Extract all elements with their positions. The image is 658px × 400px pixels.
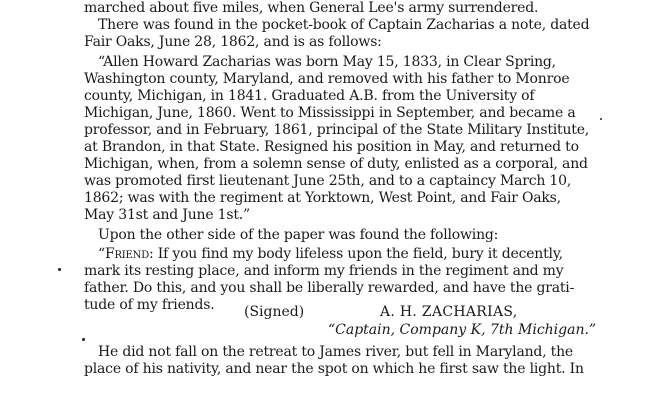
- signer-name: A. H. ZACHARIAS,: [380, 304, 518, 320]
- quote-line-5: professor, and in February, 1861, principal of the State Military Institute,: [84, 122, 590, 138]
- friend-line-4: tude of my friends.: [84, 297, 215, 313]
- text-line-1: marched about five miles, when General Lee's army surrendered.: [84, 0, 539, 16]
- friend-line-3: father. Do this, and you shall be liberally rewarded, and have the grati-: [84, 280, 575, 296]
- speck-mark: [600, 118, 602, 120]
- friend-line-2: mark its resting place, and inform my friends in the regiment and my: [84, 263, 564, 279]
- quote-line-6: at Brandon, in that State. Resigned his position in May, and returned to: [84, 139, 579, 155]
- closing-line-1: He did not fall on the retreat to James river, but fell in Maryland, the: [98, 344, 573, 360]
- friend-salutation: “Friend:: [98, 246, 154, 262]
- signed-label: (Signed): [244, 304, 305, 320]
- closing-line-2: place of his nativity, and near the spot on which he first saw the light. In: [84, 361, 584, 377]
- speck-mark: [58, 268, 61, 271]
- quote-line-8: was promoted first lieutenant June 25th, and to a captaincy March 10,: [84, 173, 572, 189]
- friend-line-1: [98, 246, 563, 262]
- text-line-other-side: Upon the other side of the paper was found the following:: [98, 227, 499, 243]
- text-line-3: Fair Oaks, June 28, 1862, and is as follows:: [84, 34, 382, 50]
- text-line-2: There was found in the pocket-book of Captain Zacharias a note, dated: [98, 17, 590, 33]
- speck-mark: [82, 338, 85, 341]
- quote-line-4: Michigan, June, 1860. Went to Mississippi in September, and became a: [84, 105, 576, 121]
- quote-line-2: Washington county, Maryland, and removed with his father to Monroe: [84, 71, 570, 87]
- quote-line-9: 1862; was with the regiment at Yorktown, West Point, and Fair Oaks,: [84, 190, 561, 206]
- quote-line-3: county, Michigan, in 1841. Graduated A.B. from the University of: [84, 88, 535, 104]
- friend-line-1-rest: If you find my body lifeless upon the field, bury it decently,: [153, 246, 563, 262]
- quote-line-10: May 31st and June 1st.”: [84, 207, 250, 223]
- signer-title: “Captain, Company K, 7th Michigan.”: [328, 322, 597, 338]
- quote-line-7: Michigan, when, from a solemn sense of duty, enlisted as a corporal, and: [84, 156, 588, 172]
- quote-line-1: “Allen Howard Zacharias was born May 15, 1833, in Clear Spring,: [98, 54, 556, 70]
